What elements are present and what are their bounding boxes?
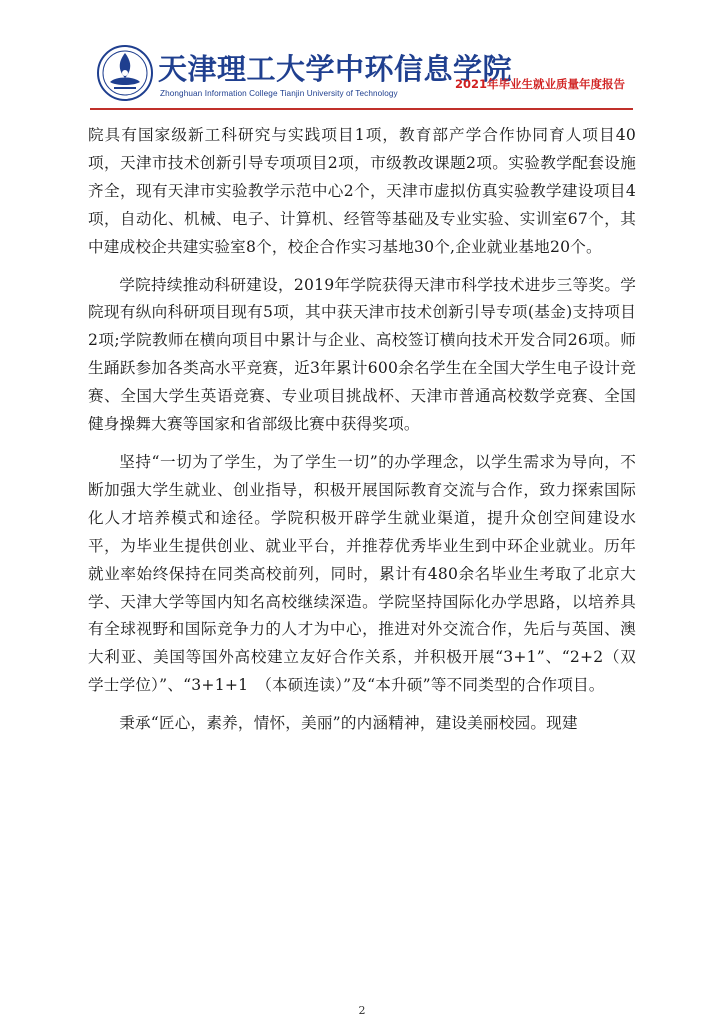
- page-number: 2: [358, 1004, 366, 1017]
- body-paragraph-4: 秉承“匠心，素养，情怀，美丽”的内涵精神，建设美丽校园。现建: [119, 714, 578, 733]
- report-title: 2021年毕业生就业质量年度报告: [455, 77, 626, 91]
- school-name-en: Zhonghuan Information College Tianjin University of Technology: [160, 89, 398, 98]
- body-paragraph-2: 学院持续推动科研建设，2019年学院获得天津市科学技术进步三等奖。学院现有纵向科研项目现有5项，其中获天津市技术创新引导专项(基金)支持项目2项;学院教师在横向项目中累计与企业、高校签订横向技术开发合同26项。师生踊跃参加各类高水平竞赛，近3年累计600余名学生在全国大学生电子设计竞赛、全国大学生英语竞赛、专业项目挑战杯、天津市普通高校数学竞赛、全国健身操舞大赛等国家和省部级比赛中获得奖项。: [88, 275, 636, 434]
- page-body: [88, 122, 636, 738]
- college-emblem-icon: [96, 44, 154, 102]
- body-paragraph-3: 坚持“一切为了学生，为了学生一切”的办学理念，以学生需求为导向，不断加强大学生就业、创业指导，积极开展国际教育交流与合作，致力探索国际化人才培养模式和途径。学院积极开辟学生就业渠道，提升众创空间建设水平，为毕业生提供创业、就业平台，并推荐优秀毕业生到中环企业就业。历年就业率始终保持在同类高校前列，同时，累计有480余名毕业生考取了北京大学、天津大学等国内知名高校继续深造。学院坚持国际化办学思路，以培养具有全球视野和国际竞争力的人才为中心，推进对外交流合作，先后与英国、澳大利亚、美国等国外高校建立友好合作关系，并积极开展“3+1”、“2+2（双学士学位）”、“3+1+1 （本硕连读）”及“本升硕”等不同类型的合作项目。: [88, 452, 636, 695]
- page-header: [0, 0, 724, 115]
- body-paragraph-1: 院具有国家级新工科研究与实践项目1项，教育部产学合作协同育人项目40项，天津市技术创新引导专项项目2项，市级教改课题2项。实验教学配套设施齐全，现有天津市实验教学示范中心2个，天津市虚拟仿真实验教学建设项目4项，自动化、机械、电子、计算机、经管等基础及专业实验、实训室67个，其中建成校企共建实验室8个，校企合作实习基地30个,企业就业基地20个。: [88, 126, 636, 256]
- school-name-cn: 天津理工大学中环信息学院: [158, 52, 513, 86]
- header-divider: [90, 108, 633, 110]
